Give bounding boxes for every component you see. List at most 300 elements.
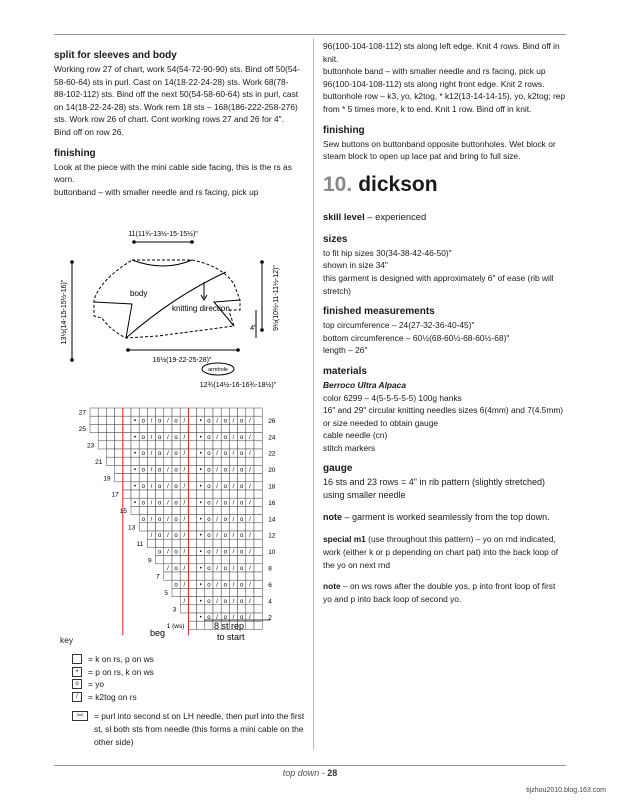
chart-cell <box>98 424 106 432</box>
chart-cell <box>180 490 188 498</box>
chart-right-row-numbers <box>268 418 276 622</box>
chart-symbol: • <box>134 500 137 507</box>
knit-symbol-icon <box>72 654 82 664</box>
chart-cell <box>147 506 155 514</box>
chart-symbol: / <box>167 434 169 441</box>
chart-row-label-left: 19 <box>103 475 111 483</box>
chart-cell <box>188 531 196 539</box>
chart-row-label-right: 22 <box>268 450 276 458</box>
chart-symbol: o <box>207 516 211 523</box>
chart-symbol: / <box>150 418 153 425</box>
chart-symbol: / <box>249 418 251 425</box>
chart-cell <box>205 621 213 629</box>
finishing-title-right: finishing <box>323 124 365 136</box>
yarn-name: Berroco Ultra Alpaca <box>323 379 407 390</box>
chart-cell <box>229 588 237 596</box>
chart-cell <box>188 490 196 498</box>
chart-cell <box>213 556 221 564</box>
chart-cell <box>205 572 213 580</box>
chart-cell <box>164 441 172 449</box>
chart-cell <box>205 441 213 449</box>
chart-cell <box>221 523 229 531</box>
chart-row-label-right: 12 <box>268 532 276 540</box>
chart-cell <box>147 523 155 531</box>
chart-cell <box>188 547 196 555</box>
chart-row-label-right: 20 <box>268 467 276 475</box>
chart-symbol: / <box>232 549 235 556</box>
chart-symbol: o <box>223 516 227 523</box>
garment-schematic <box>54 226 304 401</box>
chart-row-label-right: 4 <box>268 598 272 606</box>
chart-cell <box>246 424 254 432</box>
chart-cell <box>156 506 164 514</box>
chart-cell <box>180 539 188 547</box>
pattern-title <box>323 173 566 197</box>
chart-cell <box>164 408 172 416</box>
chart-cell <box>123 441 131 449</box>
chart-symbol: / <box>232 566 235 572</box>
page-number: 28 <box>327 768 338 778</box>
chart-cell <box>188 564 196 572</box>
chart-symbol: • <box>199 434 202 441</box>
chart-cell <box>229 490 237 498</box>
chart-cell <box>115 474 123 482</box>
chart-cell <box>254 515 262 523</box>
chart-cell <box>197 506 205 514</box>
chart-symbol: o <box>207 500 211 507</box>
chart-cell <box>98 433 106 441</box>
chart-cell <box>147 441 155 449</box>
chart-row-label-right: 16 <box>268 499 276 507</box>
chart-cell <box>172 408 180 416</box>
chart-cell <box>221 572 229 580</box>
chart-cell <box>164 490 172 498</box>
chart-symbol: o <box>141 516 145 523</box>
chart-cell <box>205 556 213 564</box>
chart-cell <box>254 482 262 490</box>
chart-cell <box>254 506 262 514</box>
chart-symbol: • <box>199 500 202 507</box>
chart-symbol: • <box>134 467 137 474</box>
chart-cell <box>131 441 139 449</box>
chart-symbol: • <box>199 484 202 490</box>
chart-symbol: / <box>150 533 153 540</box>
chart-symbol: o <box>223 533 227 540</box>
bottom-measure-label: 16½(19-22-25-28)" <box>152 357 212 364</box>
chart-symbol: o <box>223 434 227 441</box>
chart-cell <box>123 465 131 473</box>
skill-level: skill level – experienced <box>323 210 427 222</box>
chart-symbol: o <box>240 418 244 425</box>
chart-cell <box>131 408 139 416</box>
chart-symbol: • <box>199 615 202 622</box>
left-column <box>54 50 300 207</box>
chart-cell <box>115 441 123 449</box>
chart-row-label-right: 10 <box>268 549 276 557</box>
chart-cell <box>172 588 180 596</box>
chart-symbol: / <box>150 500 153 507</box>
purl-symbol-icon: • <box>72 667 82 677</box>
chart-cell <box>229 605 237 613</box>
finishing-body-1: Look at the piece with the mini cable side facing, this is the rs as worn. <box>54 161 292 185</box>
armhole-measure-label: 12¾(14½-16-16¾-18½)" <box>199 382 277 389</box>
chart-cell <box>180 408 188 416</box>
chart-symbol: / <box>183 434 186 441</box>
chart-cell <box>254 408 262 416</box>
chart-cell <box>254 597 262 605</box>
chart-symbol: / <box>249 566 251 572</box>
chart-cell <box>221 424 229 432</box>
chart-symbol: • <box>134 434 137 441</box>
chart-symbol: o <box>240 582 244 589</box>
key-item-cable: >< = purl into second st on LH needle, then purl into the first st, sl both sts from needle (this forms a mini cable on the other side) <box>72 710 312 748</box>
chart-symbol: / <box>167 566 169 572</box>
chart-cell <box>172 523 180 531</box>
chart-cell <box>221 490 229 498</box>
chart-symbol: / <box>183 451 186 458</box>
chart-cell <box>254 564 262 572</box>
chart-cell <box>106 408 114 416</box>
chart-cell <box>205 605 213 613</box>
pattern-name: dickson <box>358 172 438 196</box>
chart-symbol: o <box>223 615 227 622</box>
chart-symbol: o <box>240 500 244 507</box>
chart-cell <box>205 539 213 547</box>
chart-cell <box>172 490 180 498</box>
sizes-section: sizes to fit hip sizes 30(34-38-42-46-50)" shown in size 34" this garment is designed with approximately 6" of ease (rib will stretch) <box>323 234 566 297</box>
chart-symbol: o <box>240 434 244 441</box>
chart-cell <box>229 539 237 547</box>
chart-symbol: / <box>249 598 251 605</box>
chart-symbol: / <box>183 566 186 572</box>
chart-cell <box>172 556 180 564</box>
chart-cell <box>254 490 262 498</box>
chart-cell <box>106 424 114 432</box>
chart-symbol: o <box>207 451 211 458</box>
footer: top down - 28 <box>282 768 338 778</box>
chart-cell <box>156 523 164 531</box>
chart-cell <box>131 457 139 465</box>
chart-cell <box>188 457 196 465</box>
chart-cell <box>147 424 155 432</box>
chart-row-label-left: 25 <box>78 426 86 434</box>
chart-cell <box>131 506 139 514</box>
chart-symbol: / <box>216 533 218 540</box>
chart-cell <box>180 556 188 564</box>
chart-cell <box>197 424 205 432</box>
key-title: key <box>60 635 74 645</box>
chart-symbol: o <box>240 533 244 540</box>
chart-cell <box>229 506 237 514</box>
chart-cell <box>205 474 213 482</box>
chart-cell <box>164 572 172 580</box>
chart-cell <box>172 506 180 514</box>
chart-cell <box>180 605 188 613</box>
chart-symbol: • <box>199 566 202 572</box>
chart-cell <box>115 424 123 432</box>
chart-symbol: o <box>223 484 227 490</box>
watermark: tijzhou2010.blog.163.com <box>526 787 606 794</box>
chart-cell <box>180 441 188 449</box>
chart-cell <box>156 556 164 564</box>
chart-symbol: / <box>249 484 251 490</box>
chart-cell <box>197 457 205 465</box>
chart-cell <box>188 424 196 432</box>
chart-cell <box>139 424 147 432</box>
chart-cell <box>188 597 196 605</box>
chart-symbol: / <box>232 484 235 490</box>
chart-cell <box>188 506 196 514</box>
knitting-chart <box>54 404 304 644</box>
chart-cell <box>221 441 229 449</box>
chart-cell <box>197 605 205 613</box>
chart-symbol: / <box>232 582 235 589</box>
chart-cell <box>188 515 196 523</box>
chart-cell <box>246 408 254 416</box>
chart-row-label-left: 15 <box>119 508 127 516</box>
neckline <box>132 260 192 266</box>
chart-cell <box>123 408 131 416</box>
chart-symbol: / <box>232 451 235 458</box>
chart-grid <box>90 408 262 635</box>
chart-cell <box>147 490 155 498</box>
chart-cell <box>213 424 221 432</box>
chart-cell <box>180 424 188 432</box>
knitting-direction-label: knitting direction <box>172 304 230 313</box>
chart-symbol: / <box>183 467 186 474</box>
chart-cell <box>254 449 262 457</box>
chart-symbol: / <box>249 451 251 458</box>
top-measure-label: 11(11¾-13½-15-15½)" <box>128 231 198 238</box>
chart-cell <box>238 523 246 531</box>
chart-cell <box>205 424 213 432</box>
chart-cell <box>246 556 254 564</box>
finishing-body-right: Sew buttons on buttonband opposite buttonholes. Wet block or steam block to open up lace pat and bring to full size. <box>323 138 556 162</box>
chart-cell <box>139 474 147 482</box>
chart-rep-label: 8 st rep <box>214 621 245 631</box>
chart-cell <box>188 613 196 621</box>
chart-cell <box>221 556 229 564</box>
chart-cell <box>205 506 213 514</box>
chart-cell <box>188 441 196 449</box>
chart-cell <box>254 441 262 449</box>
finishing-title-left: finishing <box>54 147 96 159</box>
chart-symbol: o <box>174 434 178 441</box>
chart-cell <box>246 457 254 465</box>
chart-cell <box>229 408 237 416</box>
chart-cell <box>197 490 205 498</box>
chart-symbol: o <box>207 467 211 474</box>
chart-symbol: / <box>150 516 153 523</box>
chart-cell <box>172 424 180 432</box>
chart-symbol: / <box>232 500 235 507</box>
chart-symbol: • <box>134 451 137 458</box>
chart-cell <box>238 588 246 596</box>
chart-symbol: o <box>207 549 211 556</box>
note-2: note – on ws rows after the double yos, p into front loop of first yo and p into back loop of second yo. <box>323 581 556 604</box>
chart-cell <box>156 490 164 498</box>
chart-cell <box>254 547 262 555</box>
chart-cell <box>229 457 237 465</box>
chart-row-label-right: 2 <box>268 614 272 622</box>
chart-symbol: o <box>141 467 145 474</box>
chart-symbol: / <box>232 533 235 540</box>
chart-symbol: o <box>174 484 178 490</box>
chart-cell <box>123 433 131 441</box>
bottom-rule <box>54 765 566 766</box>
chart-cell <box>139 506 147 514</box>
chart-cell <box>98 416 106 424</box>
chart-cell <box>221 506 229 514</box>
chart-cell <box>123 490 131 498</box>
cont-buttonhole-row: buttonhole row – k3, yo, k2tog, * k12(13-14-14-15), yo, k2tog; rep from * 5 times more, k to end. Knit 1 row. Bind off in knit. <box>323 91 566 114</box>
chart-symbol: o <box>240 549 244 556</box>
chart-cell <box>106 457 114 465</box>
chart-cell <box>246 490 254 498</box>
chart-symbol: o <box>240 615 244 622</box>
chart-cell <box>254 621 262 629</box>
chart-symbol: o <box>158 418 162 425</box>
chart-cell <box>197 474 205 482</box>
chart-cell <box>98 441 106 449</box>
chart-cell <box>221 605 229 613</box>
chart-cell <box>123 482 131 490</box>
chart-cell <box>229 424 237 432</box>
chart-cell <box>164 506 172 514</box>
chart-cell <box>180 457 188 465</box>
chart-symbol: / <box>216 500 218 507</box>
chart-symbol: o <box>141 418 145 425</box>
chart-cell <box>123 449 131 457</box>
cable-symbol-icon: >< <box>72 711 88 721</box>
chart-cell <box>139 457 147 465</box>
chart-symbol: o <box>174 533 178 540</box>
chart-cell <box>238 474 246 482</box>
special-m1: special m1 (use throughout this pattern) – yo on rnd indicated, work (either k or p depending on chart pat) into the back loop of the yo on next rnd <box>323 534 559 570</box>
chart-cell <box>188 416 196 424</box>
chart-symbol: / <box>183 598 186 605</box>
chart-cell <box>156 539 164 547</box>
chart-symbol: o <box>174 582 178 589</box>
chart-symbol: o <box>207 484 211 490</box>
chart-cell <box>238 441 246 449</box>
chart-cell <box>106 449 114 457</box>
chart-symbol: / <box>216 598 218 605</box>
chart-row-label-left: 27 <box>78 409 86 417</box>
measurements-section: finished measurements top circumference – 24(27-32-36-40-45)" bottom circumference – 60½(68-60½-68-60½-68)" length – 26" <box>323 306 566 357</box>
chart-row-label-right: 6 <box>268 581 272 589</box>
chart-cell <box>213 506 221 514</box>
key-item-knit: = k on rs, p on ws <box>72 653 312 666</box>
chart-cell <box>254 474 262 482</box>
chart-cell <box>238 408 246 416</box>
chart-cell <box>147 474 155 482</box>
chart-symbol: o <box>158 434 162 441</box>
chart-cell <box>115 465 123 473</box>
chart-cell <box>188 539 196 547</box>
chart-cell <box>188 572 196 580</box>
chart-row-label-left: 9 <box>147 557 152 565</box>
sizes-title: sizes <box>323 233 348 245</box>
chart-cell <box>213 474 221 482</box>
chart-cell <box>229 523 237 531</box>
chart-symbol: / <box>216 516 218 523</box>
chart-symbol: o <box>223 500 227 507</box>
chart-symbol: / <box>183 582 186 589</box>
chart-cell <box>188 433 196 441</box>
chart-symbol: / <box>150 434 153 441</box>
chart-symbol: o <box>240 566 244 572</box>
chart-cell <box>115 433 123 441</box>
chart-cell <box>188 449 196 457</box>
chart-cell <box>229 572 237 580</box>
chart-symbol: o <box>223 418 227 425</box>
column-divider <box>313 38 314 750</box>
chart-symbol: o <box>174 500 178 507</box>
chart-beg-label: beg <box>150 628 166 638</box>
garment-outline <box>94 260 240 338</box>
chart-cell <box>156 441 164 449</box>
chart-cell <box>156 408 164 416</box>
split-title: split for sleeves and body <box>54 50 177 61</box>
chart-symbol: / <box>167 516 169 523</box>
gauge-title: gauge <box>323 463 353 475</box>
chart-cell <box>213 457 221 465</box>
chart-cell <box>180 474 188 482</box>
chart-row-label-right: 18 <box>268 483 276 491</box>
finishing-section-left <box>54 148 300 199</box>
chart-cell <box>156 424 164 432</box>
chart-cell <box>188 621 196 629</box>
chart-symbol: o <box>141 500 145 507</box>
chart-cell <box>254 498 262 506</box>
chart-symbol: / <box>232 615 235 622</box>
chart-cell <box>254 572 262 580</box>
chart-cell <box>238 539 246 547</box>
chart-cell <box>164 539 172 547</box>
chart-cell <box>106 416 114 424</box>
chart-symbol: / <box>167 484 169 490</box>
chart-symbol: o <box>174 418 178 425</box>
finishing-section-right <box>323 125 566 163</box>
chart-symbol: / <box>167 451 169 458</box>
chart-symbol: o <box>223 451 227 458</box>
chart-symbol: o <box>174 516 178 523</box>
gauge-section: gauge 16 sts and 23 rows = 4" in rib pattern (slightly stretched) using smaller needle <box>323 463 566 502</box>
chart-symbol: / <box>249 549 251 556</box>
chart-symbol: • <box>199 549 202 556</box>
chart-cell <box>147 539 155 547</box>
chart-cell <box>98 408 106 416</box>
chart-symbol: / <box>249 434 251 441</box>
chart-cell <box>213 539 221 547</box>
chart-row-label-left: 21 <box>95 458 103 466</box>
chart-cell <box>90 416 98 424</box>
chart-cell <box>254 588 262 596</box>
chart-symbol: / <box>216 484 218 490</box>
chart-rep-label-2: to start <box>217 632 245 642</box>
chart-cell <box>246 605 254 613</box>
chart-symbol: • <box>199 467 202 474</box>
materials-section: materials Berroco Ultra Alpaca color 6299 – 4(5-5-5-5-5) 100g hanks 16" and 29" circular knitting needles sizes 6(4mm) and 7(4.5mm) or size needed to obtain gauge cable needle (cn) stitch markers <box>323 366 566 455</box>
chart-row-label-left: 17 <box>111 491 119 499</box>
cont-buttonband: 96(100-104-108-112) sts along left edge. Knit 4 rows. Bind off in knit. <box>323 41 560 64</box>
chart-symbol: o <box>240 516 244 523</box>
chart-cell <box>254 416 262 424</box>
chart-cell <box>246 588 254 596</box>
chart-cell <box>131 474 139 482</box>
right-column <box>323 40 566 605</box>
